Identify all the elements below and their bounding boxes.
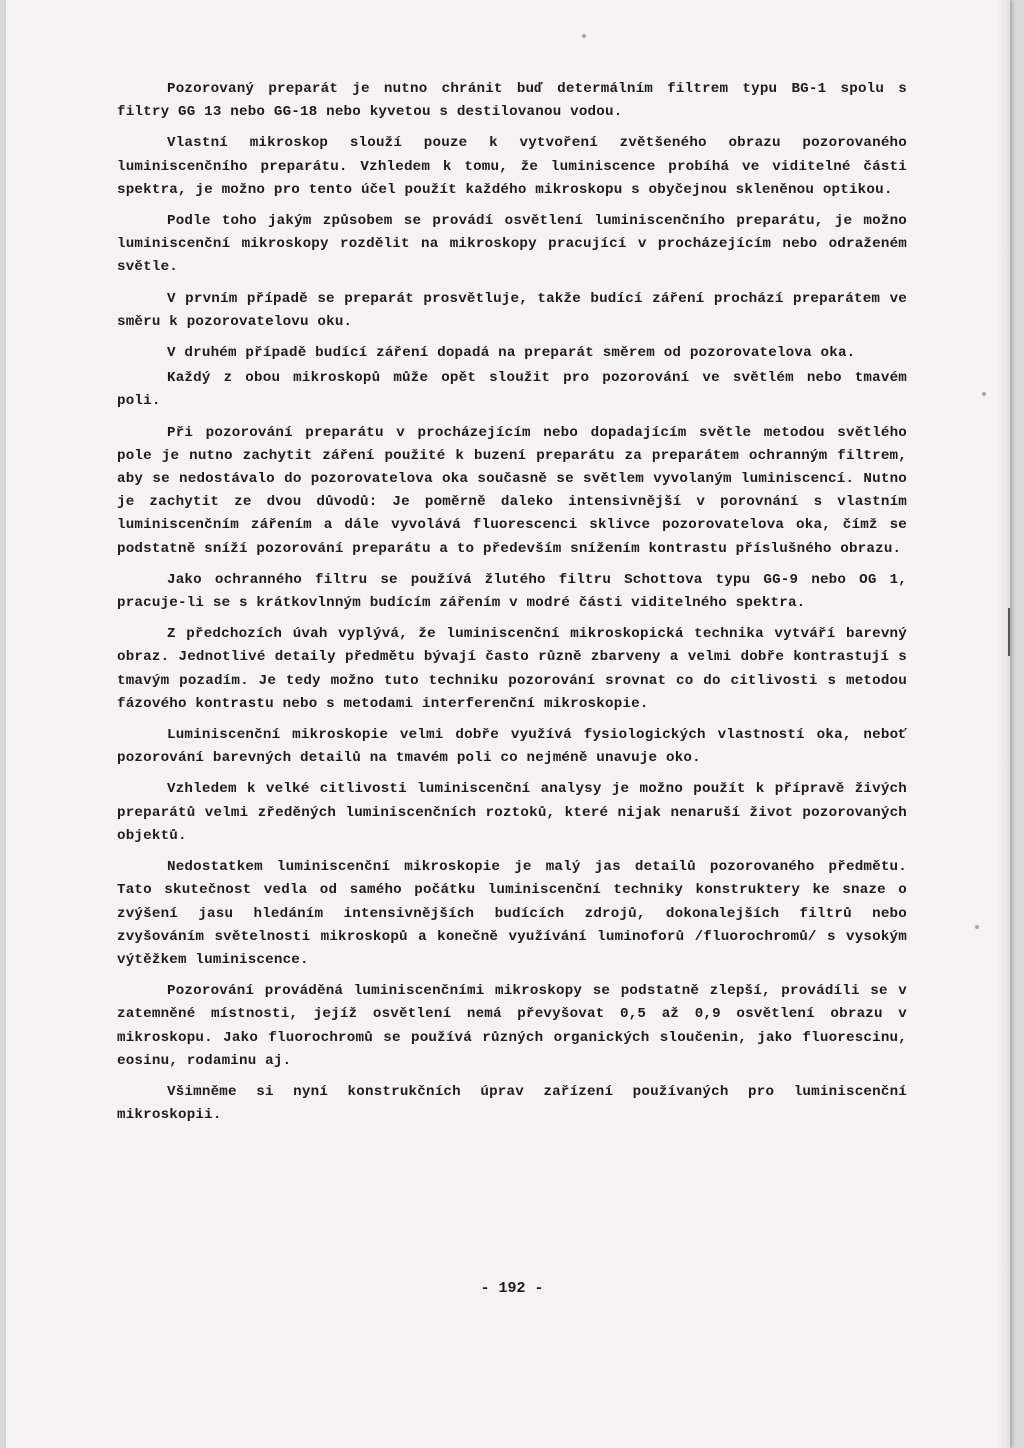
paragraph: Při pozorování preparátu v procházejícím nebo dopadajícím světle metodou světlého pole je nutno zachytit záření použité k buzení preparátu za preparátem ochranným filtrem, aby se nedostávalo do pozorovatelova oka současně se světlem vyvolaným luminiscencí. Nutno je zachytit ze dvou důvodů: Je poměrně daleko intensivnější v porovnání s vlastním luminiscenčním zářením a dále vyvolává fluorescenci sklivce pozorovatelova oka, čímž se podstatně sníží pozorování preparátu a to především snížením kontrastu příslušného obrazu. (117, 424, 907, 557)
paragraph: Nedostatkem luminiscenční mikroskopie je malý jas detailů pozorovaného předmětu. Tato skutečnost vedla od samého počátku luminiscenční techniky konstruktery ke snaze o zvýšení jasu hledáním intensivnějších budících zdrojů, dokonalejších filtrů nebo zvyšováním světelnosti mikroskopů a konečně využívání luminoforů /fluorochromů/ s vysokým výtěžkem luminiscence. (117, 859, 907, 968)
paragraph: Pozorovaný preparát je nutno chránit buď determálním filtrem typu BG-1 spolu s filtry GG 13 nebo GG-18 nebo kyvetou s destilovanou vodou. (117, 81, 907, 121)
paragraph: Jako ochranného filtru se používá žlutého filtru Schottova typu GG-9 nebo OG 1, pracuje-li se s krátkovlnným budícím zářením v modré části viditelného spektra. (117, 571, 907, 612)
paragraph: Každý z obou mikroskopů může opět sloužit pro pozorování ve světlém nebo tmavém poli. (117, 370, 907, 410)
paper-edge-shadow (996, 0, 1010, 1448)
paragraph: Luminiscenční mikroskopie velmi dobře využívá fysiologických vlastností oka, neboť pozorování barevných detailů na tmavém poli co nejméně unavuje oko. (117, 727, 907, 767)
page-number: - 192 - (480, 1280, 544, 1297)
paper-dot-mark (975, 925, 979, 929)
margin-pencil-mark (1008, 608, 1010, 656)
paragraph: V druhém případě budící záření dopadá na preparát směrem od pozorovatelova oka. (167, 345, 856, 362)
paragraph: Vzhledem k velké citlivosti luminiscenční analysy je možno použít k přípravě živých preparátů velmi zředěných luminiscenčních roztoků, které nijak nenaruší život pozorovaných objektů. (117, 781, 907, 844)
paragraph: Všimněme si nyní konstrukčních úprav zařízení používaných pro luminiscenční mikroskopii. (117, 1083, 907, 1124)
paragraph: Podle toho jakým způsobem se provádí osvětlení luminiscenčního preparátu, je možno luminiscenční mikroskopy rozdělit na mikroskopy pracující v procházejícím nebo odraženém světle. (117, 213, 907, 276)
paragraph: Vlastní mikroskop slouží pouze k vytvoření zvětšeného obrazu pozorovaného luminiscenčního preparátu. Vzhledem k tomu, že luminiscence probíhá ve viditelné části spektra, je možno pro tento účel použít každého mikroskopu s obyčejnou skleněnou optikou. (117, 135, 907, 198)
paper-dot-mark (982, 392, 986, 396)
paragraph: Pozorování prováděná luminiscenčními mikroskopy se podstatně zlepší, provádíli se v zatemněné místnosti, jejíž osvětlení nemá převyšovat 0,5 až 0,9 osvětlení obrazu v mikroskopu. Jako fluorochromů se používá různých organických sloučenin, jako fluorescinu, eosinu, rodaminu aj. (117, 983, 907, 1069)
paragraph: V prvním případě se preparát prosvětluje, takže budící záření prochází preparátem ve směru k pozorovatelovu oku. (117, 290, 907, 330)
paragraph: Z předchozích úvah vyplývá, že luminiscenční mikroskopická technika vytváří barevný obraz. Jednotlivé detaily předmětu bývají často různě zbarveny a velmi dobře kontrastují s tmavým pozadím. Je tedy možno tuto techniku pozorování srovnat co do citlivosti s metodou fázového kontrastu nebo s metodami interferenční mikroskopie. (117, 626, 907, 712)
paper-dot-mark (582, 34, 586, 38)
document-body (117, 78, 907, 1135)
